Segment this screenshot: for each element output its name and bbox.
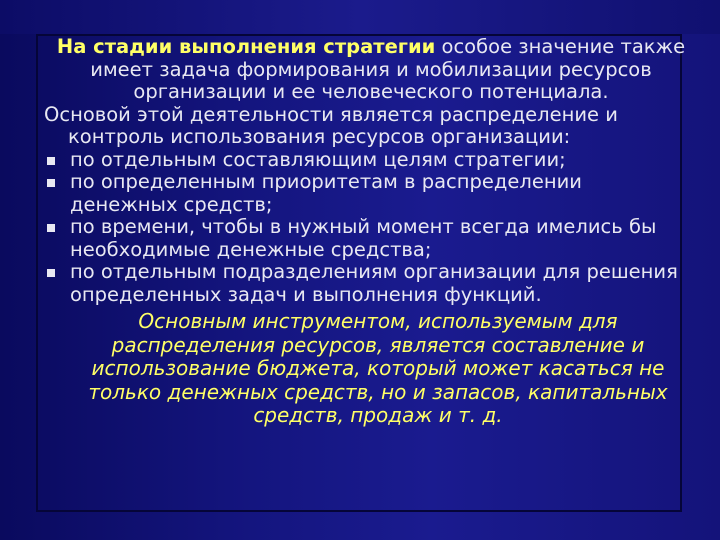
conclusion-paragraph: Основным инструментом, используемым для распределения ресурсов, является составление и использование бюджета, который может касаться не только денежных средств, но и запасов, капитальных средств, продаж и т. д.: [88, 309, 668, 427]
bullet-item: [44, 261, 688, 306]
square-bullet-icon: [47, 157, 55, 165]
bullet-text: по отдельным подразделениям организации для решения определенных задач и выполнения функций.: [70, 260, 678, 306]
intro-lead: На стадии выполнения стратегии: [56, 35, 436, 58]
bullet-list: [44, 149, 688, 307]
basis-paragraph: [44, 104, 688, 149]
bullet-item: [44, 216, 688, 261]
intro-paragraph: [44, 36, 688, 104]
bullet-text: по определенным приоритетам в распределении денежных средств;: [70, 170, 582, 216]
square-bullet-icon: [47, 179, 55, 187]
bullet-text: по времени, чтобы в нужный момент всегда имелись бы необходимые денежные средства;: [70, 215, 657, 261]
bullet-item: [44, 149, 688, 172]
intro-rest: особое значение также имеет задача формирования и мобилизации ресурсов организации и ее человеческого потенциала.: [90, 35, 686, 103]
bullet-item: [44, 171, 688, 216]
slide-content: [44, 36, 688, 428]
square-bullet-icon: [47, 224, 55, 232]
basis-line-1: Основой этой деятельности является распределение и: [44, 102, 618, 126]
bullet-text: по отдельным составляющим целям стратегии;: [70, 147, 566, 171]
square-bullet-icon: [47, 269, 55, 277]
basis-line-2: контроль использования ресурсов организации:: [68, 125, 571, 148]
top-band: [0, 0, 720, 34]
